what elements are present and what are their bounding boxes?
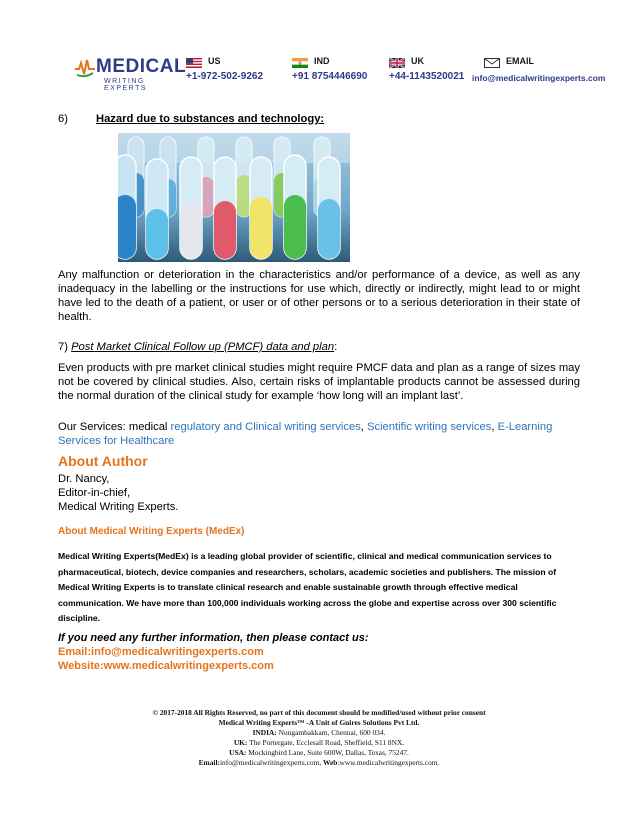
service-link-regulatory[interactable]: regulatory and Clinical writing services	[170, 421, 361, 433]
footer-uk-address	[58, 738, 580, 748]
uk-flag-icon	[389, 58, 405, 68]
services-prefix: Our Services: medical	[58, 421, 171, 433]
footer-web-value[interactable]: :www.medicalwritingexperts.com.	[337, 758, 440, 767]
contact-label: UK	[411, 56, 424, 66]
footer-india-label: INDIA:	[252, 728, 277, 737]
service-link-scientific[interactable]: Scientific writing services	[367, 421, 492, 433]
footer-copyright: © 2017-2018 All Rights Reserved, no part of this document should be modified/used without prior consent	[152, 708, 486, 717]
test-tubes-image	[118, 133, 350, 262]
logo-mark-icon	[74, 58, 96, 78]
footer-web-label: Web	[323, 758, 338, 767]
footer-uk-label: UK:	[233, 738, 248, 747]
section-title: Post Market Clinical Follow up (PMCF) data and plan	[71, 341, 335, 353]
medex-logo	[74, 56, 187, 92]
page-header	[0, 0, 638, 100]
section-6-heading	[58, 112, 580, 126]
section-number: 6)	[58, 113, 68, 125]
contact-india	[292, 56, 392, 88]
footer-company: Medical Writing Experts™ -A Unit of Guires Solutions Pvt Ltd.	[218, 718, 420, 727]
email-icon	[484, 58, 500, 68]
footer-india-address	[58, 728, 580, 738]
footer-contact	[58, 758, 580, 768]
footer-usa-label: USA:	[229, 748, 247, 757]
logo-title: MEDICAL	[96, 56, 187, 77]
section-title-colon: :	[334, 341, 338, 353]
service-link-elearning[interactable]: E-Learning Services for Healthcare	[58, 421, 553, 447]
about-medex-paragraph: Medical Writing Experts(MedEx) is a leading global provider of scientific, clinical and medical communication services to pharmaceutical, biotech, device companies and researchers, scholars, academic societies and publishers. The mission of Medical Writing Experts is to translate clinical research and enable sustainable growth through effective medical communication. We have more than 100,000 individuals working across the globe and expertise across over 300 scientific discipline.	[58, 551, 557, 623]
about-medex-heading: About Medical Writing Experts (MedEx)	[58, 526, 245, 537]
contact-us	[186, 56, 286, 88]
contact-phone[interactable]: +44-1143520021	[389, 71, 465, 82]
footer-usa-address	[58, 748, 580, 758]
footer-uk-value: The Portergate, Ecclesall Road, Sheffield, S11 8NX.	[247, 738, 405, 747]
logo-subtitle: WRITING EXPERTS	[104, 78, 148, 92]
contact-phone[interactable]: +91 8754446690	[292, 71, 368, 82]
section-title: Hazard due to substances and technology:	[96, 113, 325, 125]
section-6-paragraph: Any malfunction or deterioration in the characteristics and/or performance of a device, as well as any inadequacy in the labelling or the instructions for use which, directly or indirectly, might lead to or might have led to the death of a patient, or user or of other persons or to a serious deterioration in their state of health.	[58, 269, 580, 323]
services-separator: ,	[360, 421, 368, 433]
contact-phone[interactable]: +1-972-502-9262	[186, 71, 264, 82]
footer-usa-value: Mockingbird Lane, Suite 600W, Dallas, Texas, 75247.	[246, 748, 409, 757]
contact-email-link[interactable]: Email:info@medicalwritingexperts.com	[58, 646, 264, 658]
contact-label: US	[208, 56, 221, 66]
contact-heading: If you need any further information, then please contact us:	[58, 632, 369, 644]
contact-uk	[389, 56, 479, 88]
author-name: Dr. Nancy,	[58, 473, 110, 485]
contact-email-value[interactable]: info@medicalwritingexperts.com	[472, 73, 606, 83]
footer-email-value[interactable]: info@medicalwritingexperts.com,	[219, 758, 324, 767]
about-author-heading: About Author	[58, 453, 148, 469]
author-title: Editor-in-chief,	[58, 487, 131, 499]
contact-website-link[interactable]: Website:www.medicalwritingexperts.com	[58, 660, 274, 672]
us-flag-icon	[186, 58, 202, 68]
section-number: 7)	[58, 341, 68, 353]
india-flag-icon	[292, 58, 308, 68]
footer-india-value: Nungambakkam, Chennai, 600 034.	[276, 728, 386, 737]
footer-email-label: Email:	[198, 758, 220, 767]
contact-label: EMAIL	[506, 56, 534, 66]
contact-email	[472, 56, 612, 88]
our-services	[58, 420, 580, 448]
services-separator: ,	[491, 421, 498, 433]
section-7-heading	[58, 340, 580, 354]
section-7-paragraph: Even products with pre market clinical studies might require PMCF data and plan as a range of sizes may not be covered by clinical studies. Also, certain risks of implantable products cannot be assessed during the normal duration of the clinical study for example ‘how long will an implant last’.	[58, 362, 580, 402]
contact-label: IND	[314, 56, 330, 66]
author-organization: Medical Writing Experts.	[58, 501, 179, 513]
